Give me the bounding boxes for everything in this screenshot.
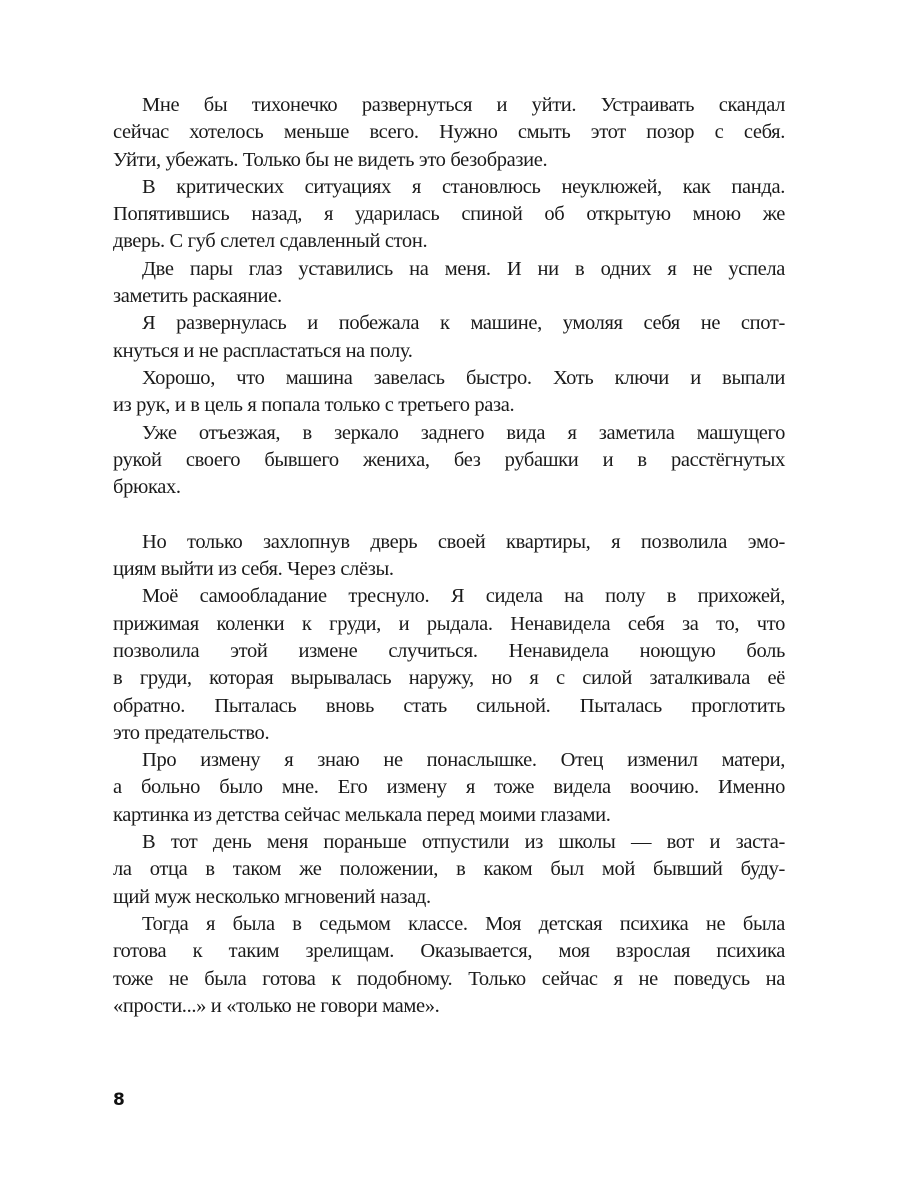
text-line: сейчас хотелось меньше всего. Нужно смыть этот позор с себя. (113, 121, 785, 144)
paragraph (113, 256, 785, 311)
section-1 (113, 92, 785, 501)
text-line: Уже отъезжая, в зеркало заднего вида я заметила машущего (142, 421, 785, 444)
text-line: Попятившись назад, я ударилась спиной об открытую мною же (113, 203, 785, 226)
text-line: тоже не была готова к подобному. Только сейчас я не поведусь на (113, 967, 785, 990)
paragraph (113, 529, 785, 584)
body-text (113, 92, 785, 1020)
paragraph (113, 92, 785, 174)
paragraph (113, 583, 785, 747)
paragraph (113, 747, 785, 829)
text-line: Про измену я знаю не понаслышке. Отец изменил матери, (142, 749, 785, 772)
section-2 (113, 529, 785, 1020)
paragraph (113, 420, 785, 502)
paragraph (113, 911, 785, 1020)
text-line: В тот день меня пораньше отпустили из школы — вот и заста- (142, 831, 785, 854)
text-line: дверь. С губ слетел сдавленный стон. (113, 230, 428, 253)
text-line: ла отца в таком же положении, в каком был мой бывший буду- (113, 858, 785, 881)
text-line: это предательство. (113, 721, 270, 744)
text-line: готова к таким зрелищам. Оказывается, моя взрослая психика (113, 940, 785, 963)
text-line: Уйти, убежать. Только бы не видеть это безобразие. (113, 148, 548, 171)
text-line: Моё самообладание треснуло. Я сидела на полу в прихожей, (142, 585, 785, 608)
section-break (113, 501, 785, 528)
text-line: позволила этой измене случиться. Ненавидела ноющую боль (113, 639, 785, 662)
text-line: прижимая коленки к груди, и рыдала. Ненавидела себя за то, что (113, 612, 785, 635)
paragraph (113, 310, 785, 365)
text-line: щий муж несколько мгновений назад. (113, 885, 431, 908)
text-line: Мне бы тихонечко развернуться и уйти. Устраивать скандал (142, 94, 785, 116)
text-line: Хорошо, что машина завелась быстро. Хоть ключи и выпали (142, 366, 785, 389)
text-line: брюках. (113, 476, 181, 499)
text-line: из рук, и в цель я попала только с третьего раза. (113, 394, 515, 417)
text-line: обратно. Пыталась вновь стать сильной. Пыталась проглотить (113, 694, 785, 717)
text-line: циям выйти из себя. Через слёзы. (113, 558, 394, 581)
text-line: а больно было мне. Его измену я тоже видела воочию. Именно (113, 776, 785, 799)
paragraph (113, 174, 785, 256)
text-line: В критических ситуациях я становлюсь неуклюжей, как панда. (142, 175, 785, 198)
text-line: картинка из детства сейчас мелькала перед моими глазами. (113, 803, 611, 826)
text-line: «прости...» и «только не говори маме». (113, 994, 440, 1017)
text-line: рукой своего бывшего жениха, без рубашки и в расстёгнутых (113, 448, 785, 471)
text-line: в груди, которая вырывалась наружу, но я с силой заталкивала её (113, 667, 785, 690)
text-line: кнуться и не распластаться на полу. (113, 339, 413, 362)
text-line: Две пары глаз уставились на меня. И ни в одних я не успела (142, 257, 785, 280)
paragraph (113, 829, 785, 911)
page-number: 8 (113, 1090, 125, 1110)
paragraph (113, 365, 785, 420)
text-line: Тогда я была в седьмом классе. Моя детская психика не была (142, 912, 785, 935)
text-line: заметить раскаяние. (113, 285, 282, 308)
text-line: Но только захлопнув дверь своей квартиры, я позволила эмо- (142, 530, 785, 553)
text-line: Я развернулась и побежала к машине, умоляя себя не спот- (142, 312, 785, 335)
